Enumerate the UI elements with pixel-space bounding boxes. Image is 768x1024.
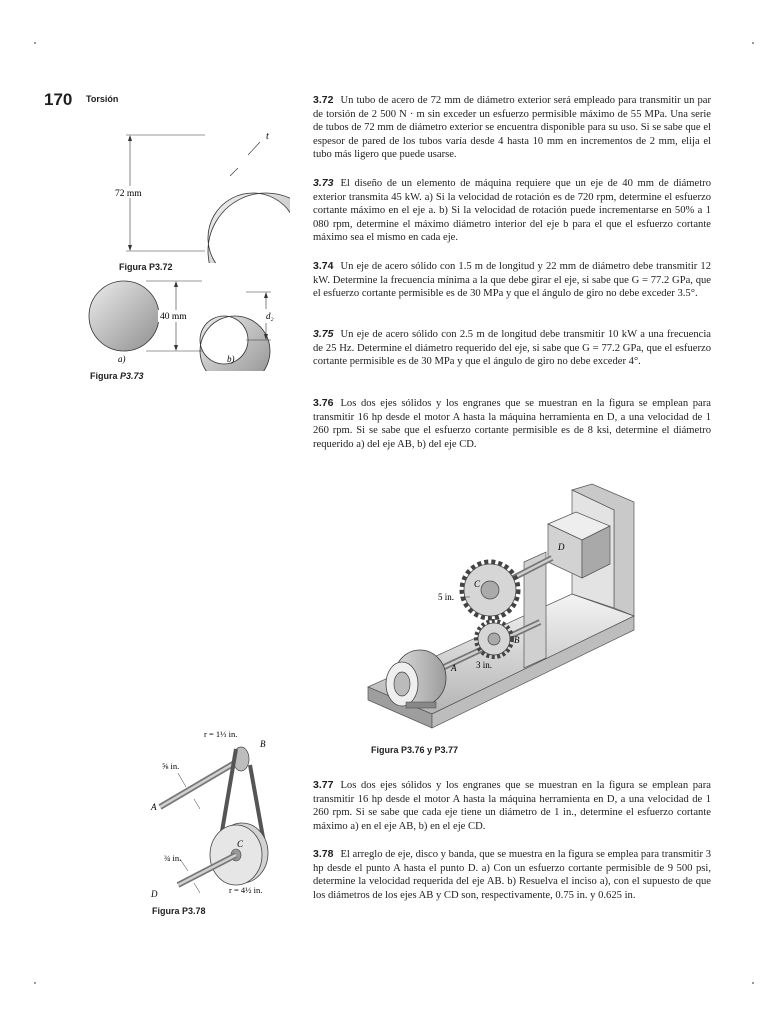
problem-text: El diseño de un elemento de máquina requiere que un eje de 40 mm de diámetro exterior transmita 45 kW. a) Si la velocidad de rotación es de 720 rpm, determine el esfuerzo cortante máximo en el eje a. b) Si la velocidad de rotación puede incrementarse en 50% a 1 080 rpm, determine el máximo diámetro interior del eje b para el que el esfuerzo cortante máximo sea el mismo en cada eje. — [313, 178, 711, 243]
figure-p3-72 — [110, 128, 290, 263]
point-b: B — [260, 739, 266, 749]
figure-caption: Figura P3.78 — [152, 906, 206, 916]
problem-number: 3.72 — [313, 94, 334, 106]
running-head: Torsión — [86, 94, 119, 104]
radius-bottom-label: r = 4½ in. — [229, 885, 263, 895]
dimension-label: 40 mm — [160, 312, 187, 322]
problem-3-75 — [313, 328, 711, 369]
problem-3-77 — [313, 779, 711, 833]
figure-p3-76 — [362, 482, 654, 740]
problem-text: Un eje de acero sólido con 2.5 m de longitud debe transmitir 10 kW a una frecuencia de 25 Hz. Determine el diámetro requerido del eje, si sabe que G = 77.2 GPa, que el esfuerzo cortante permisible es de 30 MPa y que el ángulo de giro no debe exceder 4°. — [313, 329, 711, 367]
figure-caption — [90, 371, 144, 381]
problem-number: 3.76 — [313, 397, 334, 409]
figure-caption: Figura P3.72 — [119, 262, 173, 272]
figure-p3-73 — [86, 276, 286, 371]
point-a: A — [151, 802, 157, 812]
diameter-bottom-label: ¾ in. — [164, 853, 182, 863]
problem-text: Un tubo de acero de 72 mm de diámetro exterior será empleado para transmitir un par de torsión de 2 500 N · m sin exceder un esfuerzo permisible máximo de 55 MPa. Una serie de tubos de 72 mm de diámetro exterior se encuentra disponible para su uso. Si se sabe que el espesor de pared de los tubos varía desde 4 hasta 10 mm en incrementos de 2 mm, elija el tubo más ligero que puede usarse. — [313, 95, 711, 160]
scan-speck — [752, 982, 754, 984]
caption-prefix: Figura — [90, 371, 118, 381]
gear-b-radius-label: 3 in. — [476, 660, 493, 670]
figure-caption: Figura P3.76 y P3.77 — [371, 745, 459, 755]
problem-number: 3.78 — [313, 848, 334, 860]
problem-3-72 — [313, 94, 711, 162]
page-number: 170 — [44, 90, 73, 109]
point-c: C — [237, 839, 244, 849]
gear-c-radius-label: 5 in. — [438, 592, 455, 602]
dimension-label: 72 mm — [115, 189, 142, 199]
problem-number: 3.77 — [313, 779, 334, 791]
caption-number: P3.73 — [120, 371, 144, 381]
thickness-label: t — [266, 131, 269, 142]
point-a: A — [451, 663, 457, 673]
point-d: D — [558, 542, 565, 552]
problem-text: El arreglo de eje, disco y banda, que se muestra en la figura se emplea para transmitir 3 hp desde el punto A hasta el punto D. a) Con un esfuerzo cortante permisible de 9 500 psi, determine la velocidad requerida del eje AB. b) Resuelva el inciso a), con el supuesto de que los diámetros de los ejes AB y CD son, respectivamente, 0.75 in. y 0.625 in. — [313, 849, 711, 901]
diameter-top-label: ⅝ in. — [162, 761, 180, 771]
figure-p3-78 — [142, 725, 298, 907]
inner-diameter-label: d₂ — [266, 311, 274, 321]
problem-3-73 — [313, 177, 711, 245]
problem-3-76 — [313, 397, 711, 451]
label-a: a) — [118, 354, 126, 364]
problem-number: 3.74 — [313, 260, 334, 272]
scan-speck — [752, 42, 754, 44]
label-b: b) — [227, 354, 235, 364]
point-d: D — [151, 889, 158, 899]
radius-top-label: r = 1⅓ in. — [204, 729, 238, 739]
scan-speck — [34, 982, 36, 984]
problem-3-74 — [313, 260, 711, 301]
scan-speck — [34, 42, 36, 44]
point-b: B — [514, 635, 520, 645]
point-c: C — [474, 579, 481, 589]
problem-3-78 — [313, 848, 711, 902]
problem-number: 3.75 — [313, 328, 334, 340]
problem-number: 3.73 — [313, 177, 334, 189]
problem-text: Los dos ejes sólidos y los engranes que se muestran en la figura se emplean para transmitir 16 hp desde el motor A hasta la máquina herramienta en D, a una velocidad de 1 260 rpm. Si se sabe que cada eje tiene un diámetro de 1 in., determine el esfuerzo cortante máximo a) en el eje AB, b) en el eje CD. — [313, 780, 711, 832]
problem-text: Un eje de acero sólido con 1.5 m de longitud y 22 mm de diámetro debe transmitir 12 kW. Determine la frecuencia mínima a la que debe girar el eje, si sabe que G = 77.2 GPa, que el esfuerzo cortante permisible es de 30 MPa y que el ángulo de giro no debe exceder 3.5°. — [313, 261, 711, 299]
problem-text: Los dos ejes sólidos y los engranes que se muestran en la figura se emplean para transmitir 16 hp desde el motor A hasta la máquina herramienta en D, a una velocidad de 1 260 rpm. Si se sabe que el esfuerzo cortante permisible es de 8 ksi, determine el diámetro requerido a) del eje AB, b) del eje CD. — [313, 398, 711, 450]
